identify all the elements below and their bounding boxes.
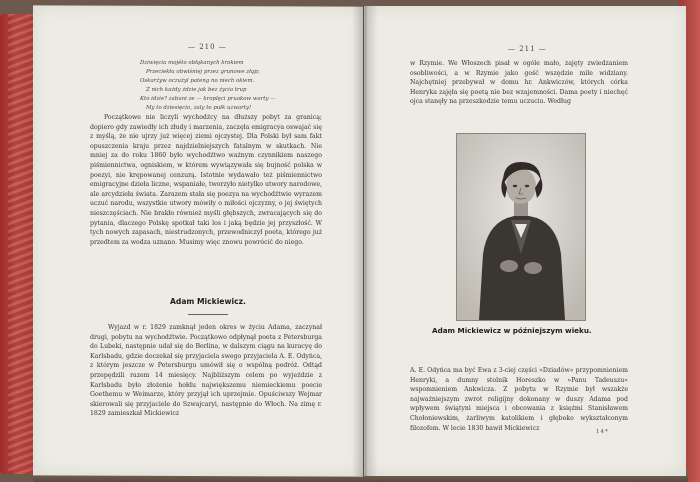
portrait-illustration bbox=[457, 134, 585, 320]
left-paragraph-1: Początkowe nie liczyli wychodźcy na dłuższy pobyt za granicą; dopiero gdy zawiedły ich złudy i marzenia, zaczęła emigracya oswajać się z myślą, że nie ujrzy już więcej ziemi ojczystej. Dla Polski był sam fakt opuszczenia kraju przez najdzielniejszych fatalnym w skutkach. Nie mniej za do roku 1860 było wychodźtwo ważnym czynnikiem naszego piśmiennictwa, ogniskiem, w którem wywiązywała się bujność polska w poezyi, nie krępowanej cenzurą. Istotnie wydawało też piśmiennictwo emigracyjne dzieła liczne, wspaniałe, tworzyło nietylko utwory narodowe, ale arcydzieła świata. Zarazem stała się poezya na wychodźtwie wyrazem uczuć narodu, wszystkie utwory mówiły o miłości ojczyzny, o jej świętych nieszczęściach. Nie brakło również myśli głębszych, zwracających się do pytania, dlaczego Polskę spotkał taki los i jaką będzie jej przyszłość. W tych nowych zapasach, niestrudzonych, przewodniczył poeta, którego już przedtem za wodza uznano. Musimy więc znowu powrócić do niego. bbox=[90, 114, 322, 246]
left-page-number: — 210 — bbox=[188, 43, 227, 51]
poem-line: Oskarżyw oczużyl pateng no niech okiem. bbox=[140, 78, 255, 84]
poem-line: Z nich każdy żdzie jak bez życia trup bbox=[146, 87, 247, 93]
heading-underline bbox=[188, 314, 228, 315]
left-paragraph-2: Wyjazd w r. 1829 zamknął jeden okres w życiu Adama, zaczynał drugi, pobytu na wychodźtwie. Początkowo odpłynął poeta z Petersburga do Lubeki, następnie udał się do Berlina, w dalszym ciągu na kuracyę do Karlsbadu, gdzie doczekał się przyjaciela swego przyjaciela A. E. Odyńca, z którym jeszcze w Petersburgu umówił się o wspólną podróż. Odtąd przepędzili razem 14 miesięcy. Najbliższym celem po wyjeździe z Karlsbadu było złożenie hołdu największemu niemieckiemu poecie Goethemu w Weimarze, który przyjął ich uprzejmie. Opuściwszy Wejmar skierowali się przyjaciele do Szwajcaryi, następnie do Włoch. Na zimę r. 1829 zamieszkał Mickiewicz bbox=[90, 324, 322, 418]
right-paragraph-1: w Rzymie. We Włoszech pisał w ogóle mało, zajęty zwiedzaniem osobliwości, a w Rzymie jako gość wszędzie mile widziany. Najchętniej przebywał w domu hr. Ankwiczów, których córka Henryka zajęła się poetą nie bez wzajemności. Dama poety i niechęć ojca stanęły na przeszkodzie temu uczuciu. Według bbox=[410, 60, 628, 106]
signature-mark: 14* bbox=[596, 429, 609, 435]
poem-line: Dziwięcia mojéto obłąkanych krokiem bbox=[140, 60, 244, 66]
portrait-photo bbox=[456, 133, 586, 321]
poem-line: Przeciekłu obwiśniej przez grunowe złąp; bbox=[146, 69, 260, 75]
book-gutter bbox=[352, 6, 378, 476]
poem-line: Kto idzie? zabuni ze — kroplęci pruakow warty — bbox=[140, 96, 276, 102]
right-paragraph-2: A. E. Odyńca ma być Ewa z 3-ciej części »Dziadów« przypomnieniem Henryki, a dumny stolnik Horeszko w »Panu Tadeuszu« wspomnieniem Ankwicza. Z pobytu w Rzymie był wszakże najważniejszym zwrot religijny dokonany w duszy Adama pod wpływem świątyni miejsca i obcowania z księżmi Stanisławem Chołoniewskim, żarliwym katolikiem i głęboko wykształconym filozofem. W lecie 1830 bawił Mickiewicz bbox=[410, 367, 628, 432]
portrait-caption: Adam Mickiewicz w późniejszym wieku. bbox=[432, 326, 592, 335]
right-page-number: — 211 — bbox=[508, 45, 547, 53]
poem-line: My to dziesięcio, zaly to pułk uzwarty! bbox=[146, 105, 252, 111]
section-heading: Adam Mickiewicz. bbox=[170, 297, 246, 306]
poem-stanza bbox=[140, 59, 276, 113]
